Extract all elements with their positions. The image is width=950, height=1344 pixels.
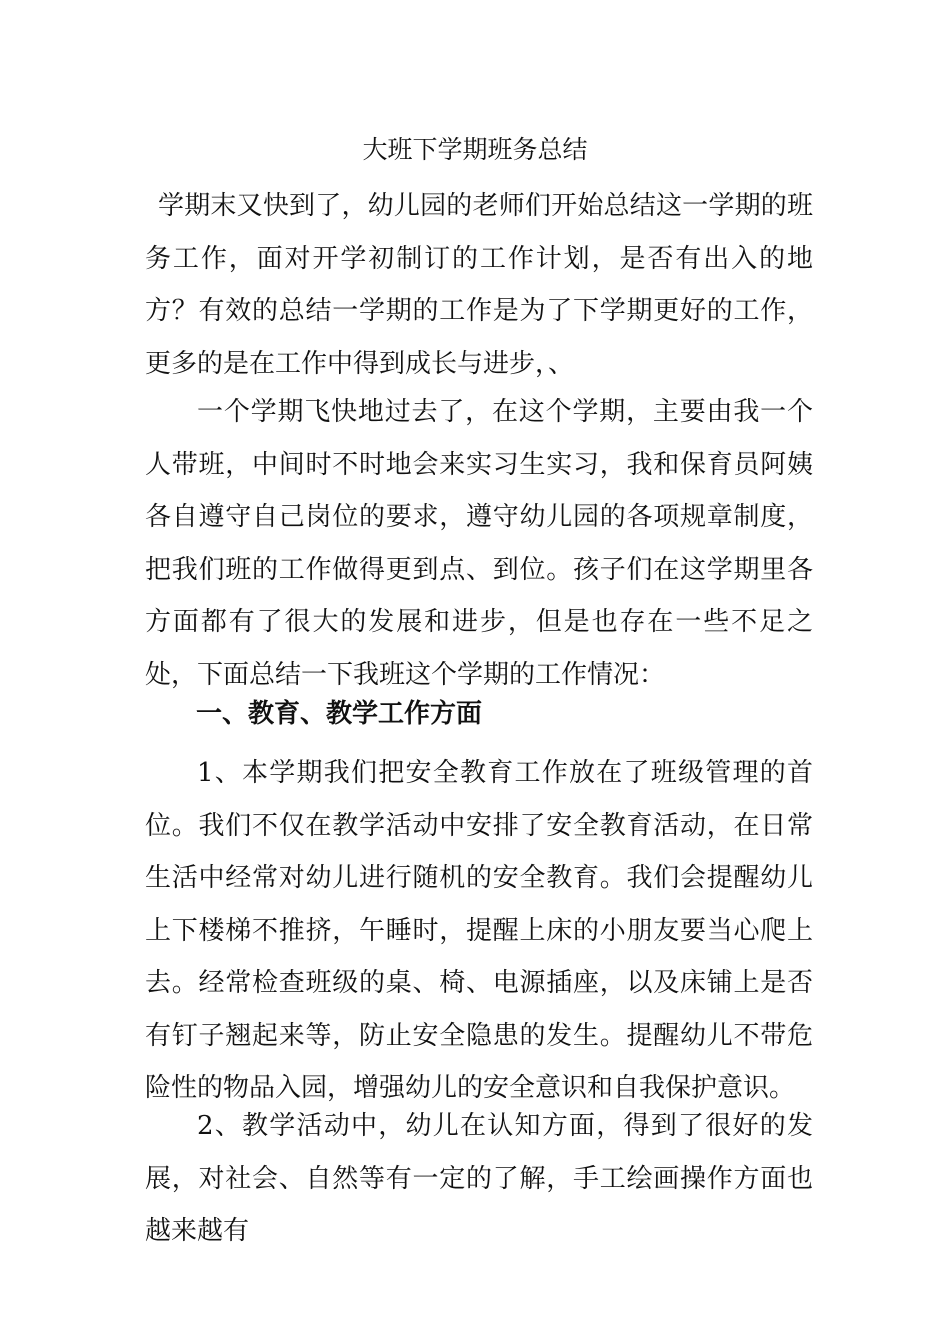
teaching-activities-paragraph: 2、教学活动中，幼儿在认知方面，得到了很好的发展，对社会、自然等有一定的了解，手工绘画操作方面也越来越有: [145, 1111, 813, 1246]
document-title: 大班下学期班务总结: [362, 135, 588, 164]
section-heading: 一、教育、教学工作方面: [196, 699, 483, 729]
safety-education-paragraph: 1、本学期我们把安全教育工作放在了班级管理的首位。我们不仅在教学活动中安排了安全教育活动，在日常生活中经常对幼儿进行随机的安全教育。我们会提醒幼儿上下楼梯不推挤，午睡时，提醒上床的小朋友要当心爬上去。经常检查班级的桌、椅、电源插座，以及床铺上是否有钉子翘起来等，防止安全隐患的发生。提醒幼儿不带危险性的物品入园，增强幼儿的安全意识和自我保护意识。: [145, 758, 813, 1103]
overview-paragraph: 一个学期飞快地过去了，在这个学期，主要由我一个人带班，中间时不时地会来实习生实习，我和保育员阿姨各自遵守自己岗位的要求，遵守幼儿园的各项规章制度，把我们班的工作做得更到点、到位。孩子们在这学期里各方面都有了很大的发展和进步，但是也存在一些不足之处，下面总结一下我班这个学期的工作情况：: [145, 397, 813, 690]
intro-paragraph: 学期末又快到了，幼儿园的老师们开始总结这一学期的班务工作，面对开学初制订的工作计划，是否有出入的地方？有效的总结一学期的工作是为了下学期更好的工作，更多的是在工作中得到成长与进步，、: [145, 191, 813, 379]
